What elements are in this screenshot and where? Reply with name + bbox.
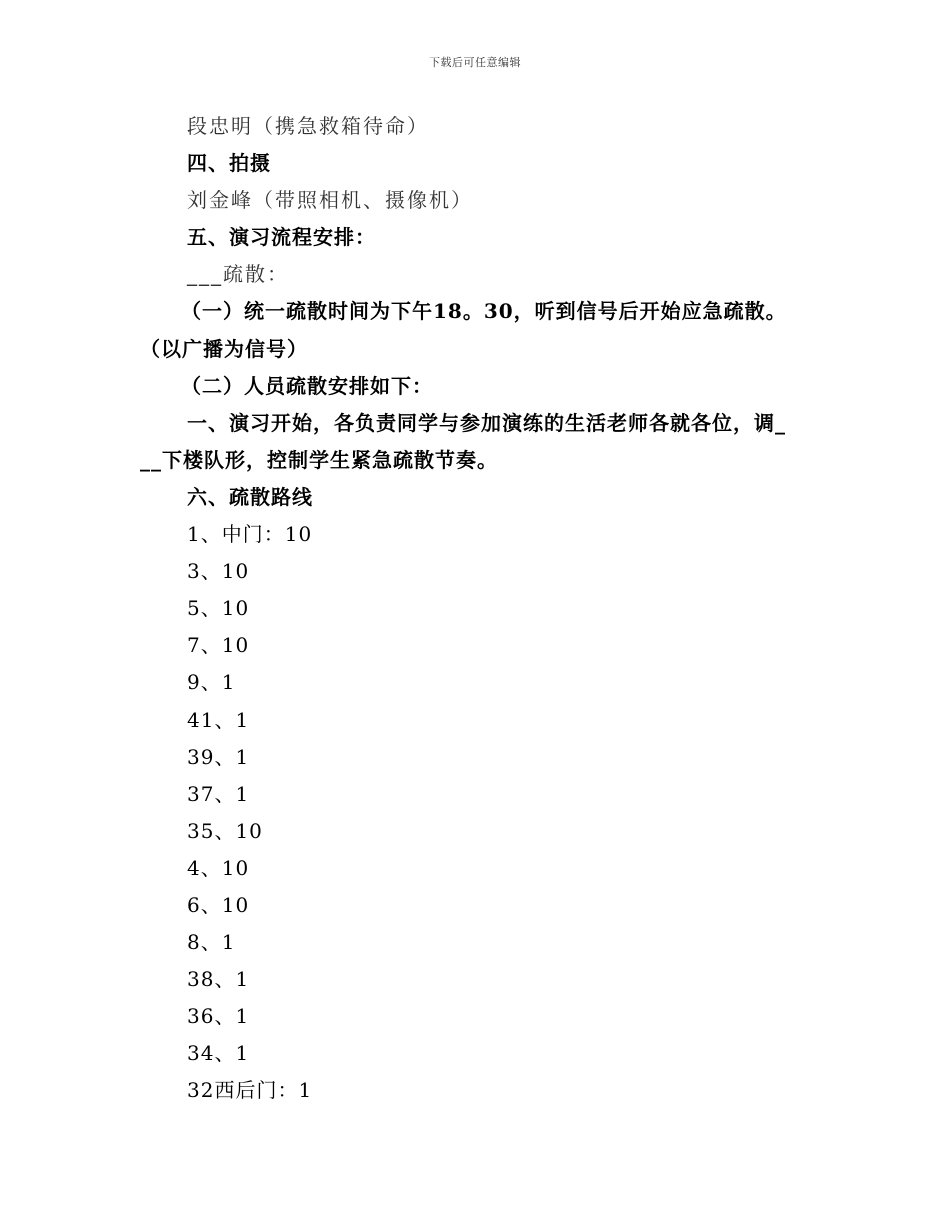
paragraph-line: （二）人员疏散安排如下： [181, 373, 433, 398]
text-line: ___疏散： [187, 262, 289, 287]
paragraph-line: （一）统一疏散时间为下午18。30，听到信号后开始应急疏散。 [181, 299, 787, 324]
route-item: 35、10 [187, 818, 263, 843]
text-line: 刘金峰（带照相机、摄像机） [187, 188, 473, 213]
route-item: 9、1 [187, 670, 236, 695]
paragraph-line: __下楼队形，控制学生紧急疏散节奏。 [140, 447, 498, 472]
route-item: 41、1 [187, 707, 250, 732]
route-item: 37、1 [187, 781, 250, 806]
route-item: 36、1 [187, 1004, 250, 1029]
paragraph-line: 一、演习开始，各负责同学与参加演练的生活老师各就各位，调_ [187, 410, 786, 435]
text-line: 段忠明（携急救箱待命） [187, 114, 429, 138]
page-header: 下载后可任意编辑 [429, 56, 521, 69]
route-item: 32西后门：1 [187, 1078, 313, 1103]
route-item: 3、10 [187, 559, 250, 584]
route-item: 1、中门：10 [187, 522, 313, 547]
route-item: 34、1 [187, 1041, 250, 1066]
document-body [0, 108, 950, 1110]
section-heading: 四、拍摄 [187, 151, 271, 176]
paragraph-line: （以广播为信号） [140, 336, 308, 361]
route-item: 6、10 [187, 892, 250, 917]
route-item: 8、1 [187, 930, 236, 955]
section-heading: 五、演习流程安排： [187, 225, 376, 250]
route-item: 38、1 [187, 967, 250, 992]
section-heading: 六、疏散路线 [187, 484, 313, 509]
route-item: 4、10 [187, 855, 250, 880]
route-item: 5、10 [187, 596, 250, 621]
route-item: 39、1 [187, 744, 250, 769]
route-item: 7、10 [187, 633, 250, 658]
